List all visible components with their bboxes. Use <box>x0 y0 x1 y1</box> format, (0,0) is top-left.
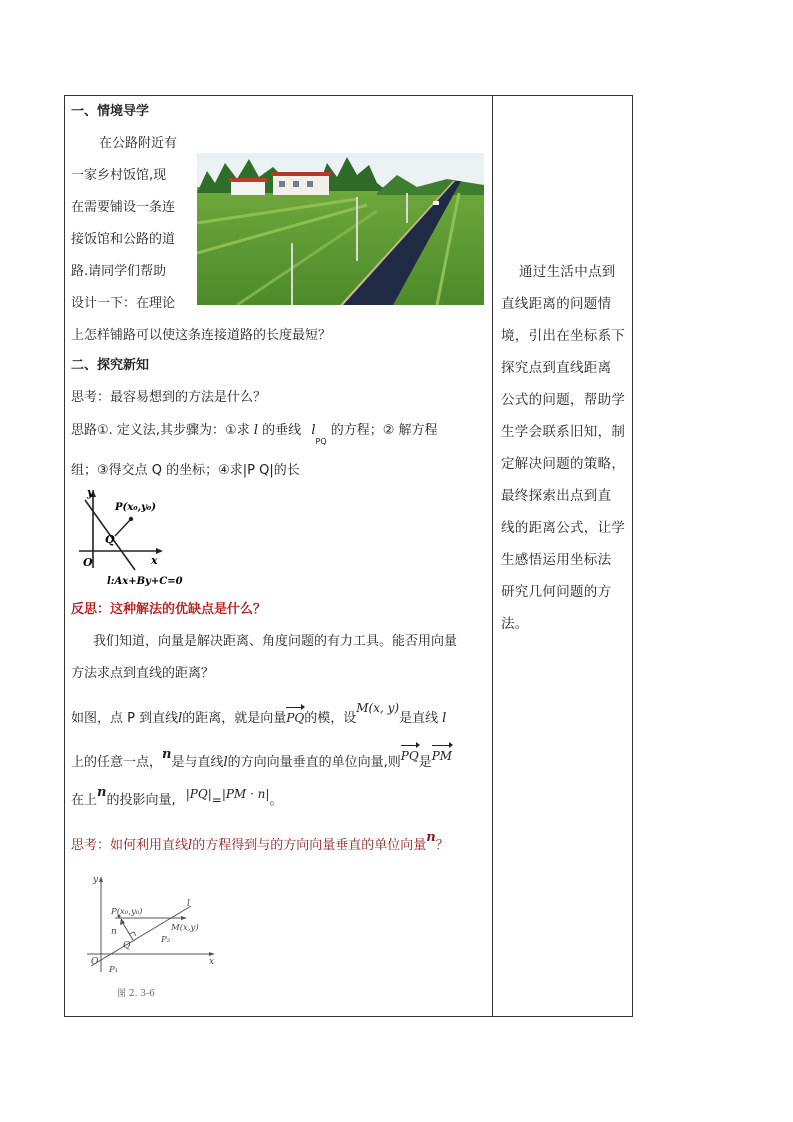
fig2-origin-label: O <box>91 957 99 967</box>
formula-equals: = <box>211 793 222 807</box>
fig1-q-label: Q <box>105 533 115 546</box>
para3-l-symbol: l <box>223 755 228 770</box>
para3-text-c: 的方向向量垂直的单位向量,则 <box>227 755 401 770</box>
think2-text-c: ？ <box>435 838 449 853</box>
paragraph-4-line <box>71 785 283 809</box>
scene-line-6: 设计一下：在理论 <box>71 296 176 311</box>
vector-pm: PM <box>431 749 453 763</box>
formula-left: |PQ| <box>185 787 212 801</box>
side-note-line-6: 生学会联系旧知，制 <box>501 424 626 440</box>
fig2-n-label: n <box>111 927 117 937</box>
reflect-question: 反思：这种解法的优缺点是什么？ <box>71 602 267 617</box>
idea-lpq-symbol: l <box>311 423 316 438</box>
side-note-line-1: 通过生活中点到 <box>519 264 616 280</box>
fig1-line-equation: l:Ax+By+C=0 <box>107 576 183 587</box>
vector-n-label: n <box>162 747 172 762</box>
paragraph-3-line <box>71 747 453 771</box>
paragraph-1-line-2: 方法求点到直线的距离？ <box>71 666 215 681</box>
think2-text-a: 思考：如何利用直线 <box>71 838 189 853</box>
fig1-x-label: x <box>151 554 158 567</box>
fig2-caption: 图 2. 3-6 <box>117 989 155 999</box>
side-note-line-11: 研究几何问题的方 <box>501 584 612 600</box>
side-note-line-3: 境，引出在坐标系下 <box>501 328 626 344</box>
main-column <box>65 96 493 1016</box>
scene-line-2: 一家乡村饭馆,现 <box>71 168 167 183</box>
think2-text-b: 的方程得到与的方向向量垂直的单位向量 <box>192 838 427 853</box>
side-note-line-10: 生感悟运用坐标法 <box>501 552 612 568</box>
figure-1-diagram <box>73 488 193 588</box>
vector-pq-2: PQ <box>400 749 419 763</box>
paragraph-1-line-1: 我们知道，向量是解决距离、角度问题的有力工具。能否用向量 <box>93 634 458 649</box>
para2-l-symbol-2: l <box>442 711 447 726</box>
side-note-line-9: 线的距离公式，让学 <box>501 520 626 536</box>
para4-end: 。 <box>269 793 283 808</box>
fig1-y-label: y <box>87 488 94 499</box>
idea-line-2: 组；③得交点 Q 的坐标；④求|P Q|的长 <box>71 463 300 478</box>
fig2-p2-label: P₂ <box>161 935 171 945</box>
lesson-table <box>64 95 633 1017</box>
section1-heading: 一、情境导学 <box>71 104 150 119</box>
scene-line-1: 在公路附近有 <box>99 136 178 151</box>
para3-text-d: 是 <box>418 755 432 770</box>
side-note-line-8: 最终探索出点到直 <box>501 488 612 504</box>
fig2-q-label: Q <box>123 941 131 951</box>
para2-text-d: 是直线 <box>399 711 439 726</box>
vector-n-label-2: n <box>97 785 107 800</box>
para3-text-b: 是与直线 <box>171 755 224 770</box>
para2-l-symbol: l <box>178 711 183 726</box>
para4-text-a: 在上 <box>71 793 98 808</box>
scene-line-5: 路.请同学们帮助 <box>71 264 167 279</box>
scene-tail-line: 上怎样铺路可以使这条连接道路的长度最短？ <box>71 328 332 343</box>
fig2-p1-label: P₁ <box>109 965 119 975</box>
idea-subscript: PQ <box>315 436 327 446</box>
road-photo <box>197 153 484 305</box>
para3-text-a: 上的任意一点， <box>71 755 163 770</box>
fig1-p-label: P(x₀,y₀) <box>115 502 156 513</box>
para2-text-b: 的距离，就是向量 <box>182 711 287 726</box>
section2-heading: 二、探究新知 <box>71 358 150 373</box>
formula-right: |PM · n| <box>221 787 270 801</box>
scene-line-4: 接饭馆和公路的道 <box>71 232 176 247</box>
fig2-x-label: x <box>209 957 215 967</box>
side-note-line-12: 法。 <box>501 616 529 632</box>
figure-2-diagram <box>81 872 231 1002</box>
idea-text-c: 的方程；② 解方程 <box>330 423 438 438</box>
think-question-1: 思考：最容易想到的方法是什么？ <box>71 390 267 405</box>
paragraph-2-line <box>71 701 447 727</box>
fig1-origin-label: O <box>83 556 93 569</box>
idea-l-symbol: l <box>253 423 259 438</box>
fig2-l-label: l <box>187 899 190 909</box>
think-question-2 <box>71 830 449 854</box>
side-note-line-7: 定解决问题的策略， <box>501 456 626 472</box>
side-note-line-2: 直线距离的问题情 <box>501 296 612 312</box>
think2-n-symbol: n <box>426 830 436 845</box>
point-m-label: M(x, y) <box>356 701 400 715</box>
think2-l-symbol: l <box>188 838 193 853</box>
side-note-line-5: 公式的问题，帮助学 <box>501 392 626 408</box>
para2-text-a: 如图，点 P 到直线 <box>71 711 179 726</box>
side-note-line-4: 探究点到直线距离 <box>501 360 612 376</box>
idea-line-1 <box>71 423 438 444</box>
idea-text-b: 的垂线 <box>262 423 302 438</box>
fig2-y-label: y <box>93 875 99 885</box>
fig2-m-label: M(x,y) <box>171 923 199 933</box>
idea-text-a: 思路①. 定义法,其步骤为：①求 <box>71 423 250 438</box>
vector-pq: PQ <box>286 711 305 725</box>
para2-text-c: 的模，设 <box>304 711 357 726</box>
scene-line-3: 在需要铺设一条连 <box>71 200 176 215</box>
fig2-p-label: P(x₀,y₀) <box>111 907 143 917</box>
side-column <box>493 96 632 1016</box>
para4-text-b: 的投影向量, <box>106 793 176 808</box>
